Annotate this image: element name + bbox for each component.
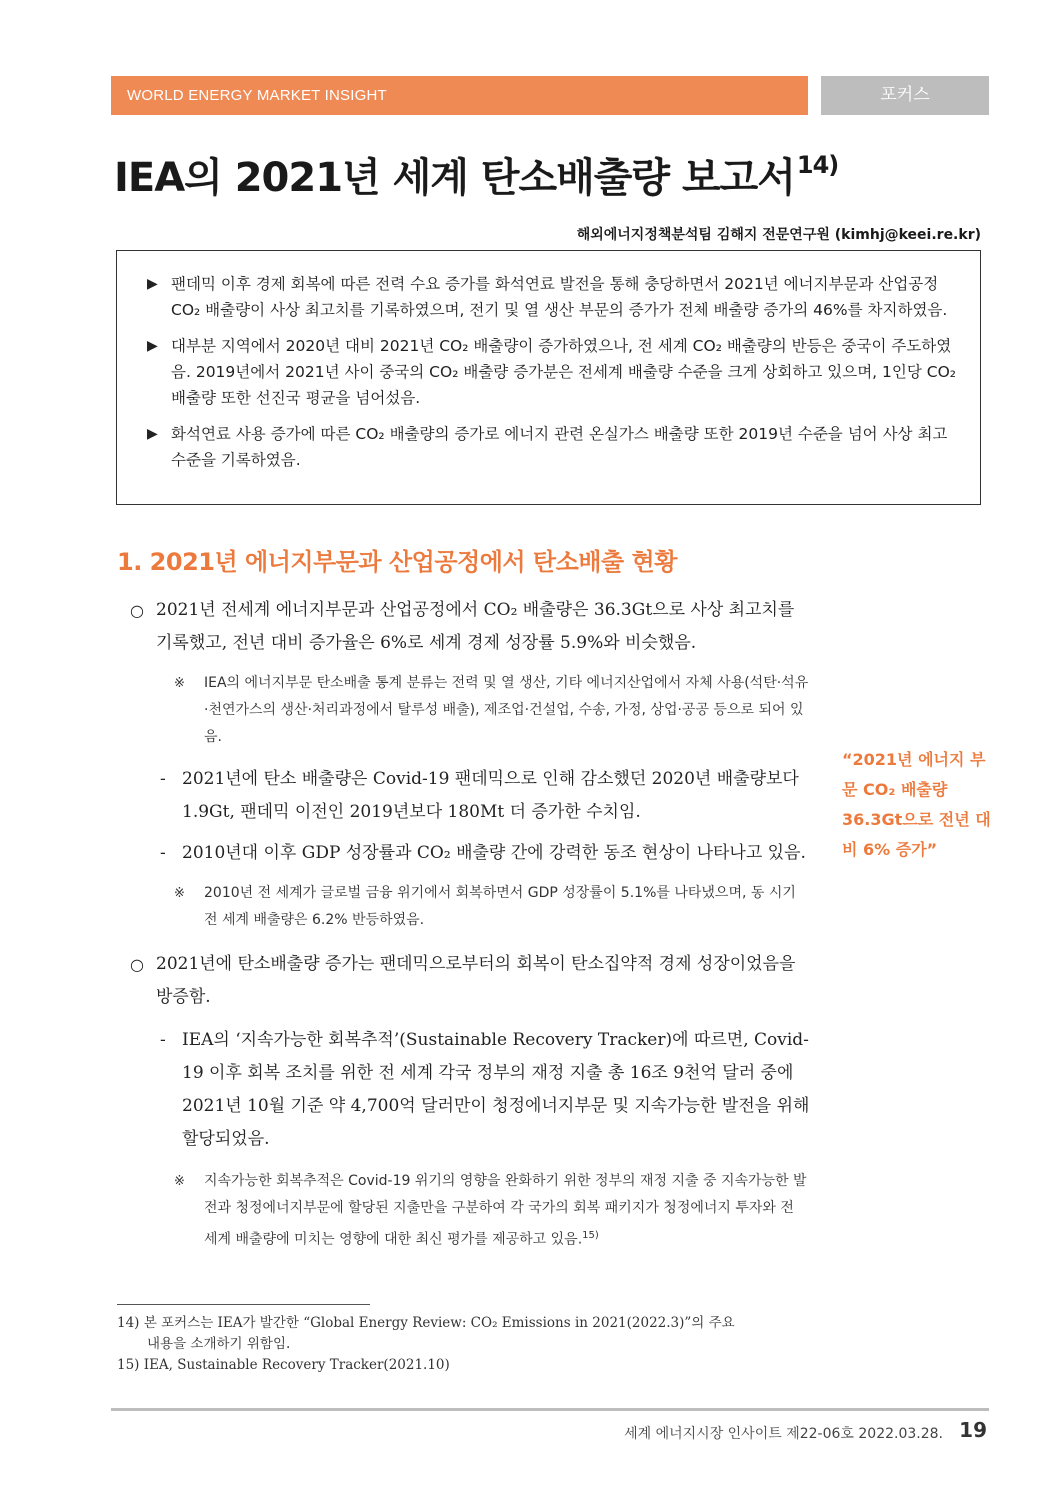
note-text: IEA의 에너지부문 탄소배출 통계 분류는 전력 및 열 생산, 기타 에너지산업에서 자체 사용(석탄·석유·천연가스의 생산·처리과정에서 탈루성 배출), 제조업·건설업, 수송, 가정, 상업·공공 등으로 되어 있음. bbox=[204, 675, 809, 745]
note-mark-icon: ※ bbox=[174, 1174, 185, 1189]
summary-box bbox=[116, 250, 981, 505]
circle-bullet-icon: ○ bbox=[130, 601, 144, 620]
summary-item bbox=[147, 333, 958, 411]
footer-publication: 세계 에너지시장 인사이트 제22-06호 2022.03.28. bbox=[624, 1426, 943, 1442]
sub-point bbox=[160, 763, 810, 829]
author-line: 해외에너지정책분석팀 김해지 전문연구원 (kimhj@keei.re.kr) bbox=[576, 227, 981, 243]
note-text bbox=[204, 1168, 810, 1254]
summary-text: 팬데믹 이후 경제 회복에 따른 전력 수요 증가를 화석연료 발전을 통해 충당하면서 2021년 에너지부문과 산업공정 CO₂ 배출량이 사상 최고치를 기록하였으며, 전기 및 열 생산 부문의 증가가 전체 배출량 증가의 46%를 차지하였음. bbox=[171, 275, 948, 319]
title-text: IEA의 2021년 세계 탄소배출량 보고서 bbox=[114, 155, 795, 201]
note-body: 지속가능한 회복추적은 Covid-19 위기의 영향을 완화하기 위한 정부의 재정 지출 중 지속가능한 발전과 청정에너지부문에 할당된 지출만을 구분하여 각 국가의 회복 패키지가 청정에너지 투자와 전 세계 배출량에 미치는 영향에 대한 최신 평가를 제공하고 있음. bbox=[204, 1173, 807, 1248]
body-text-column bbox=[130, 594, 810, 1254]
paragraph-text: 2021년에 탄소 배출량은 Covid-19 팬데믹으로 인해 감소했던 2020년 배출량보다 1.9Gt, 팬데믹 이전인 2019년보다 180Mt 더 증가한 수치임. bbox=[182, 769, 799, 822]
note-mark-icon: ※ bbox=[174, 886, 185, 901]
paragraph-text: 2021년 전세계 에너지부문과 산업공정에서 CO₂ 배출량은 36.3Gt으로 사상 최고치를 기록했고, 전년 대비 증가율은 6%로 세계 경제 성장률 5.9%와 비슷했음. bbox=[156, 600, 795, 653]
category-tag: 포커스 bbox=[821, 76, 989, 115]
page-number: 19 bbox=[959, 1418, 987, 1442]
note-mark-icon: ※ bbox=[174, 676, 185, 691]
main-point bbox=[130, 594, 810, 660]
section-heading: 1. 2021년 에너지부문과 산업공정에서 탄소배출 현황 bbox=[117, 548, 677, 576]
series-header-bar: WORLD ENERGY MARKET INSIGHT bbox=[111, 76, 808, 115]
note-text: 2010년 전 세계가 글로벌 금융 위기에서 회복하면서 GDP 성장률이 5.1%를 나타냈으며, 동 시기 전 세계 배출량은 6.2% 반등하였음. bbox=[204, 885, 796, 928]
sub-point bbox=[160, 837, 810, 870]
paragraph-text: 2010년대 이후 GDP 성장률과 CO₂ 배출량 간에 강력한 동조 현상이 나타나고 있음. bbox=[182, 843, 806, 863]
dash-bullet-icon: - bbox=[160, 769, 166, 789]
footnote-14: 14) 본 포커스는 IEA가 발간한 “Global Energy Review: CO₂ Emissions in 2021(2022.3)”의 주요 bbox=[117, 1315, 735, 1331]
page-title bbox=[114, 146, 838, 203]
note-item bbox=[174, 670, 810, 751]
sub-point bbox=[160, 1024, 810, 1156]
arrow-bullet-icon: ▶ bbox=[147, 338, 158, 354]
arrow-bullet-icon: ▶ bbox=[147, 426, 158, 442]
footer-divider bbox=[111, 1408, 989, 1411]
summary-item bbox=[147, 421, 958, 473]
paragraph-text: 2021년에 탄소배출량 증가는 팬데믹으로부터의 회복이 탄소집약적 경제 성장이었음을 방증함. bbox=[156, 954, 796, 1007]
footnote-15: 15) IEA, Sustainable Recovery Tracker(2021.10) bbox=[117, 1357, 450, 1373]
title-footnote-ref: 14) bbox=[796, 151, 839, 179]
dash-bullet-icon: - bbox=[160, 843, 166, 863]
main-point bbox=[130, 948, 810, 1014]
note-item bbox=[174, 880, 810, 934]
pull-quote: “2021년 에너지 부문 CO₂ 배출량 36.3Gt으로 전년 대비 6% 증가” bbox=[842, 750, 991, 859]
footnote-14-cont: 내용을 소개하기 위함임. bbox=[147, 1336, 291, 1352]
note-item bbox=[174, 1168, 810, 1254]
footnote-ref: 15) bbox=[582, 1230, 599, 1241]
footnotes bbox=[117, 1313, 812, 1376]
summary-text: 화석연료 사용 증가에 따른 CO₂ 배출량의 증가로 에너지 관련 온실가스 배출량 또한 2019년 수준을 넘어 사상 최고 수준을 기록하였음. bbox=[171, 425, 948, 469]
arrow-bullet-icon: ▶ bbox=[147, 276, 158, 292]
summary-text: 대부분 지역에서 2020년 대비 2021년 CO₂ 배출량이 증가하였으나, 전 세계 CO₂ 배출량의 반등은 중국이 주도하였음. 2019년에서 2021년 사이 중국의 CO₂ 배출량 증가분은 전세계 배출량 수준을 크게 상회하고 있으며, 1인당 CO₂ 배출량 또한 선진국 평균을 넘어섰음. bbox=[171, 337, 956, 407]
summary-item bbox=[147, 271, 958, 323]
circle-bullet-icon: ○ bbox=[130, 955, 144, 974]
dash-bullet-icon: - bbox=[160, 1030, 166, 1050]
paragraph-text: IEA의 ‘지속가능한 회복추적’(Sustainable Recovery Tracker)에 따르면, Covid-19 이후 회복 조치를 위한 전 세계 각국 정부의 재정 지출 총 16조 9천억 달러 중에 2021년 10월 기준 약 4,700억 달러만이 청정에너지부문 및 지속가능한 발전을 위해 할당되었음. bbox=[182, 1030, 810, 1149]
footnote-divider bbox=[117, 1304, 370, 1305]
